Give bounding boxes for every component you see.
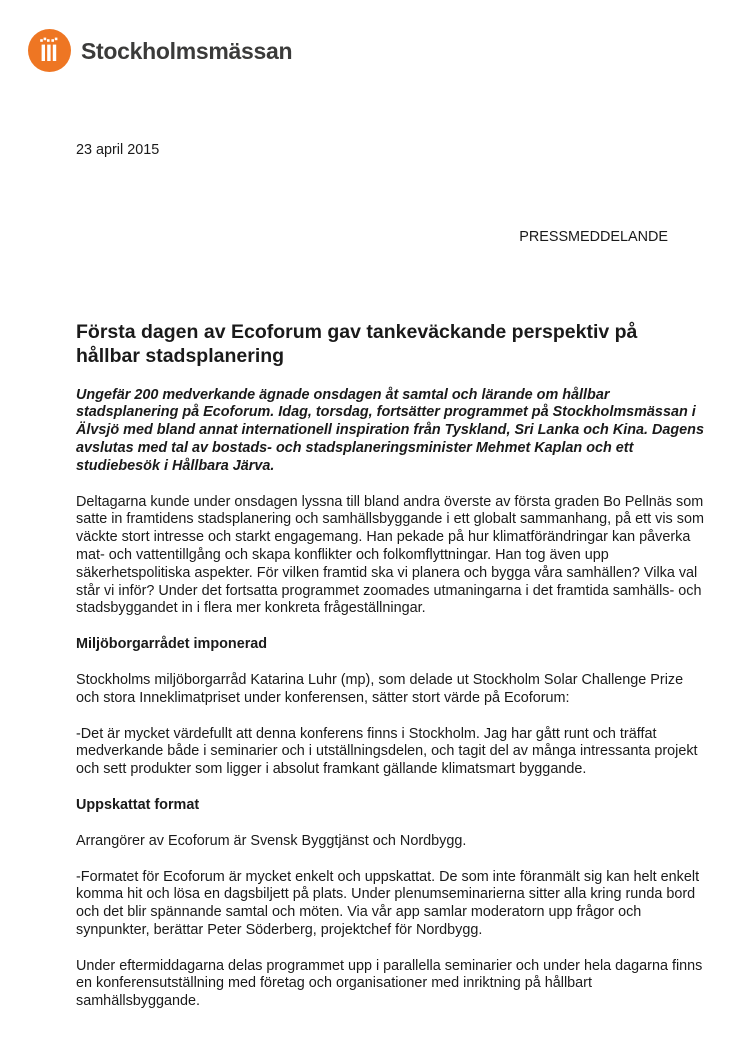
document-date: 23 april 2015 <box>76 142 160 158</box>
article-paragraph: Deltagarna kunde under onsdagen lyssna till bland andra överste av första graden Bo Pellnäs som satte in framtidens stadsplanering och samhällsbyggande i ett globalt sammanhang, på ett vis som väckte stort intresse och starkt engagemang. Han pekade på hur klimatförändringar kan påverka mat- och vattentillgång och skapa konflikter och folkomflyttningar. Han tog även upp säkerhetspolitiska aspekter. För vilken framtid ska vi planera och bygga våra samhällen? Vilka val står vi inför? Under det fortsatta programmet zoomades utmaningarna i det framtida samhälls- och stadsbyggandet in i flera mer konkreta frågeställningar. <box>76 493 704 617</box>
article-paragraph: Stockholms miljöborgarråd Katarina Luhr (mp), som delade ut Stockholm Solar Challenge Prize och stora Inneklimatpriset under konferensen, sätter stort värde på Ecoforum: <box>76 671 684 706</box>
article-paragraph: Under eftermiddagarna delas programmet upp i parallella seminarier och under hela dagarna finns en konferensutställning med företag och organisationer med inriktning på hållbart samhällsbyggande. <box>76 957 703 1010</box>
stockholmsmassan-logo-icon <box>28 29 71 72</box>
brand-wordmark: Stockholmsmässan <box>81 38 293 64</box>
article-paragraph: Arrangörer av Ecoforum är Svensk Byggtjänst och Nordbygg. <box>76 832 467 849</box>
article-lead: Ungefär 200 medverkande ägnade onsdagen åt samtal och lärande om hållbar stadsplanering på Ecoforum. Idag, torsdag, fortsätter programmet på Stockholmsmässan i Älvsjö med bland annat internationell inspiration från Tyskland, Sri Lanka och Kina. Dagens avslutas med tal av bostads- och stadsplaneringsminister Mehmet Kaplan och ett studiebesök i Hållbara Järva. <box>76 386 704 474</box>
article-paragraph: -Formatet för Ecoforum är mycket enkelt och uppskattat. De som inte föranmält sig kan helt enkelt komma hit och lösa en dagsbiljett på plats. Under plenumseminarierna sitter alla kring runda bord och det blir spännande samtal och möten. Via vår app samlar moderatorn upp frågor och synpunkter, berättar Peter Söderberg, projektchef för Nordbygg. <box>76 868 700 938</box>
article-title: Första dagen av Ecoforum gav tankeväckande perspektiv på hållbar stadsplanering <box>76 321 638 367</box>
document-type-label: PRESSMEDDELANDE <box>519 229 668 245</box>
article-paragraph: -Det är mycket värdefullt att denna konferens finns i Stockholm. Jag har gått runt och träffat medverkande både i seminarier och i utställningsdelen, och tagit del av många intressanta projekt och sett produkter som ligger i absolut framkant gällande klimatsmart byggande. <box>76 725 698 778</box>
article-subheading-miljoborgarradet: Miljöborgarrådet imponerad <box>76 636 268 653</box>
article-subheading-uppskattat-format: Uppskattat format <box>76 796 200 813</box>
brand-header <box>28 29 292 72</box>
article-body <box>76 321 706 1029</box>
